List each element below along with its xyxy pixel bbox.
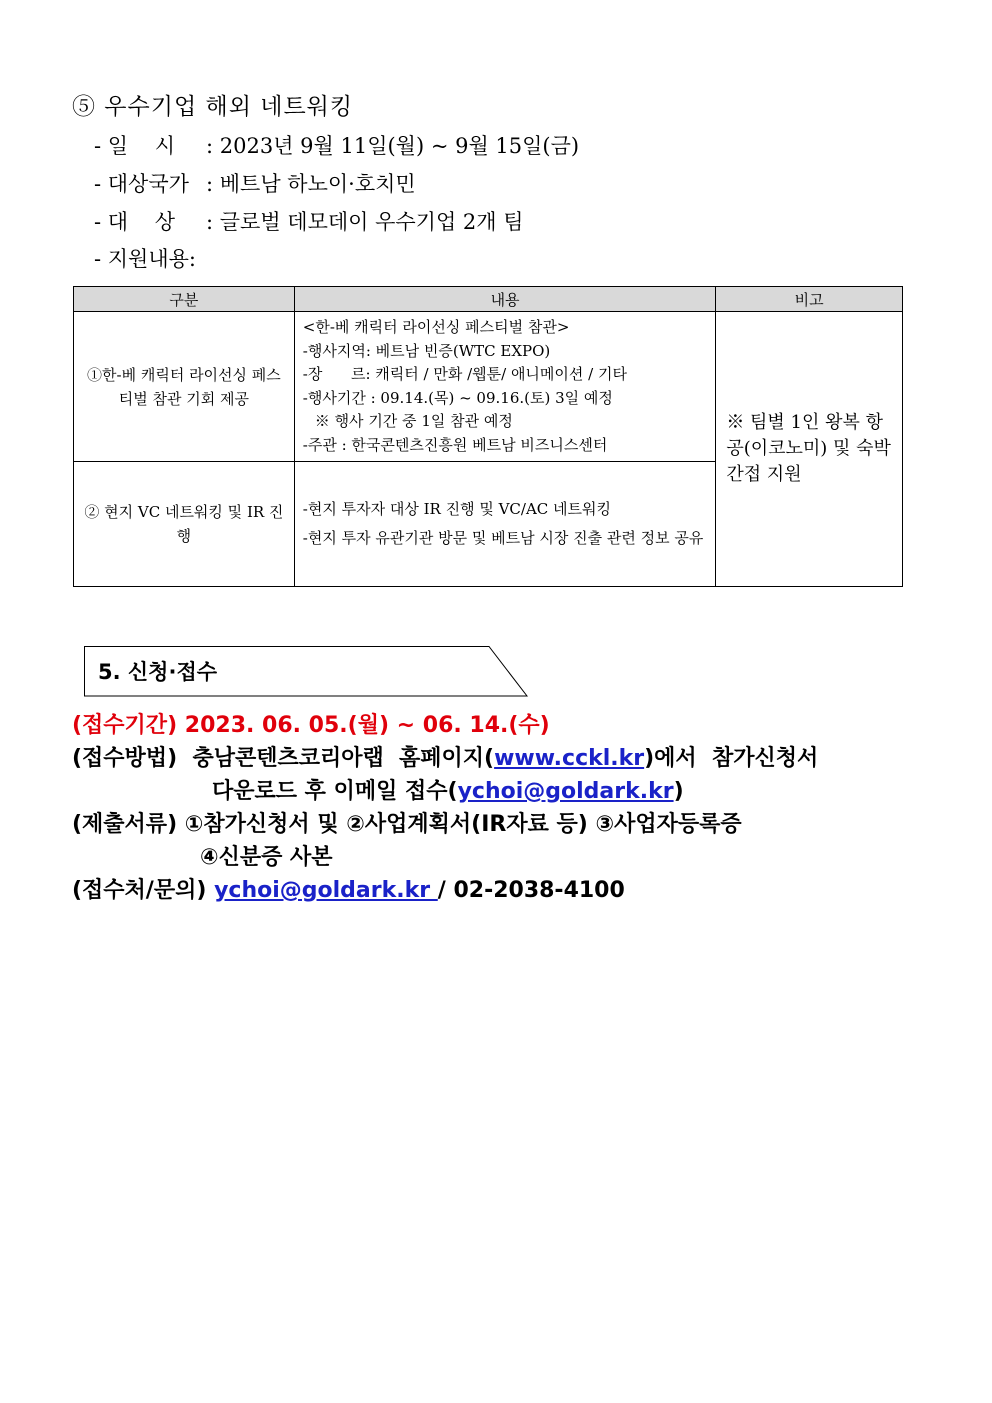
row-content bbox=[294, 462, 716, 587]
period-line bbox=[72, 708, 550, 739]
docs-line-2: ④신분증 사본 bbox=[200, 845, 333, 870]
support-label: - 지원내용: bbox=[94, 247, 196, 271]
content-line: -행사지역: 베트남 빈증(WTC EXPO) bbox=[302, 341, 551, 360]
contact-phone: / 02-2038-4100 bbox=[437, 878, 625, 903]
remark-cell: ※ 팀별 1인 왕복 항공(이코노미) 및 숙박 간접 지원 bbox=[716, 312, 903, 587]
schedule-line bbox=[94, 130, 579, 160]
docs-text: ①참가신청서 및 ②사업계획서(IR자료 등) ③사업자등록증 bbox=[184, 812, 742, 837]
content-note: ※ 행사 기간 중 1일 참관 예정 bbox=[314, 412, 513, 430]
period-value: 2023. 06. 05.(월) ~ 06. 14.(수) bbox=[184, 713, 550, 738]
section-title: ⑤ 우수기업 해외 네트워킹 bbox=[72, 94, 354, 120]
apply-heading-box bbox=[84, 646, 527, 696]
header-category: 구분 bbox=[74, 287, 295, 312]
country-line bbox=[94, 168, 416, 198]
method-email-link[interactable]: ychoi@goldark.kr bbox=[457, 779, 674, 804]
docs-label: (제출서류) bbox=[72, 812, 178, 837]
schedule-label: - 일 시 bbox=[94, 134, 176, 158]
table-row bbox=[74, 312, 903, 462]
row-content bbox=[294, 312, 716, 462]
content-line: -현지 투자 유관기관 방문 및 베트남 시장 진출 관련 정보 공유 bbox=[302, 529, 704, 547]
apply-heading: 5. 신청·접수 bbox=[98, 660, 218, 684]
table-header-row bbox=[74, 287, 903, 312]
content-line: -주관 : 한국콘텐츠진흥원 베트남 비즈니스센터 bbox=[302, 435, 608, 454]
header-remark: 비고 bbox=[716, 287, 903, 312]
method-label: (접수방법) bbox=[72, 746, 178, 771]
docs-line bbox=[72, 807, 742, 838]
content-line: -행사기간 : 09.14.(목) ~ 09.16.(토) 3일 예정 bbox=[302, 388, 613, 407]
target-label: - 대 상 bbox=[94, 210, 176, 234]
support-line bbox=[94, 243, 196, 273]
contact-line bbox=[72, 873, 625, 904]
content-line: <한-베 캐릭터 라이선싱 페스티벌 참관> bbox=[302, 318, 570, 336]
contact-label: (접수처/문의) bbox=[72, 878, 207, 903]
country-value: : 베트남 하노이·호치민 bbox=[206, 172, 416, 196]
target-value: : 글로벌 데모데이 우수기업 2개 팀 bbox=[206, 210, 524, 234]
method-line2-pre: 다운로드 후 이메일 접수( bbox=[212, 779, 458, 804]
content-line: -현지 투자자 대상 IR 진행 및 VC/AC 네트워킹 bbox=[302, 499, 611, 518]
method-text-post: )에서 참가신청서 bbox=[644, 746, 819, 771]
method-text-pre: 충남콘텐츠코리아랩 홈페이지( bbox=[192, 746, 495, 771]
method-line-2 bbox=[212, 774, 684, 805]
support-table bbox=[73, 286, 903, 587]
method-line bbox=[72, 741, 818, 772]
homepage-link[interactable]: www.cckl.kr bbox=[494, 746, 645, 771]
target-line bbox=[94, 206, 524, 236]
contact-email-link[interactable]: ychoi@goldark.kr bbox=[214, 878, 438, 903]
row-category: ①한-베 캐릭터 라이선싱 페스티벌 참관 기회 제공 bbox=[74, 312, 295, 462]
country-label: - 대상국가 bbox=[94, 172, 189, 196]
period-label: (접수기간) bbox=[72, 713, 178, 738]
row-category: ② 현지 VC 네트워킹 및 IR 진행 bbox=[74, 462, 295, 587]
content-line: -장 르: 캐릭터 / 만화 /웹툰/ 애니메이션 / 기타 bbox=[302, 365, 627, 383]
header-content: 내용 bbox=[294, 287, 716, 312]
method-line2-post: ) bbox=[673, 779, 684, 804]
schedule-value: : 2023년 9월 11일(월) ~ 9월 15일(금) bbox=[206, 134, 580, 158]
